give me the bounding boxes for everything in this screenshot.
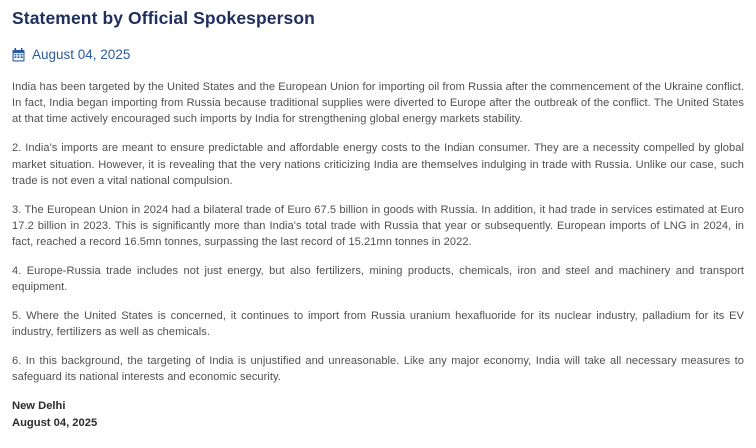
paragraph-3: 3. The European Union in 2024 had a bilateral trade of Euro 67.5 billion in goods with Russia. In addition, it had trade in services estimated at Euro 17.2 billion in 2023. This is significantly more than India's total trade with Russia that year or subsequently. European imports of LNG in 2024, in fact, reached a record 16.5mn tonnes, surpassing the last record of 15.21mn tonnes in 2022. [12,203,744,248]
signature-place: New Delhi [12,400,66,413]
paragraph-6: 6. In this background, the targeting of India is unjustified and unreasonable. Like any major economy, India will take all necessary measures to safeguard its national interests and economic security. [12,355,744,384]
publish-date: August 04, 2025 [32,47,131,62]
calendar-icon [12,48,25,62]
page-title: Statement by Official Spokesperson [12,8,315,28]
publish-date-row [12,46,744,64]
paragraph-5: 5. Where the United States is concerned, it continues to import from Russia uranium hexafluoride for its nuclear industry, palladium for its EV industry, fertilizers as well as chemicals. [12,309,744,339]
signature-block [12,398,744,431]
paragraph-1: India has been targeted by the United States and the European Union for importing oil from Russia after the commencement of the Ukraine conflict. In fact, India began importing from Russia because traditional supplies were diverted to Europe after the outbreak of the conflict. The United States at that time actively encouraged such imports by India for strengthening global energy markets stability. [12,81,744,126]
statement-page [12,6,744,431]
paragraph-4: 4. Europe-Russia trade includes not just energy, but also fertilizers, mining products, chemicals, iron and steel and machinery and transport equipment. [12,264,744,294]
paragraph-2: 2. India's imports are meant to ensure predictable and affordable energy costs to the Indian consumer. They are a necessity compelled by global market situation. However, it is revealing that the very nations criticizing India are themselves indulging in trade with Russia. Unlike our case, such trade is not even a vital national compulsion. [12,142,744,187]
statement-body [12,79,744,385]
signature-date: August 04, 2025 [12,416,98,429]
